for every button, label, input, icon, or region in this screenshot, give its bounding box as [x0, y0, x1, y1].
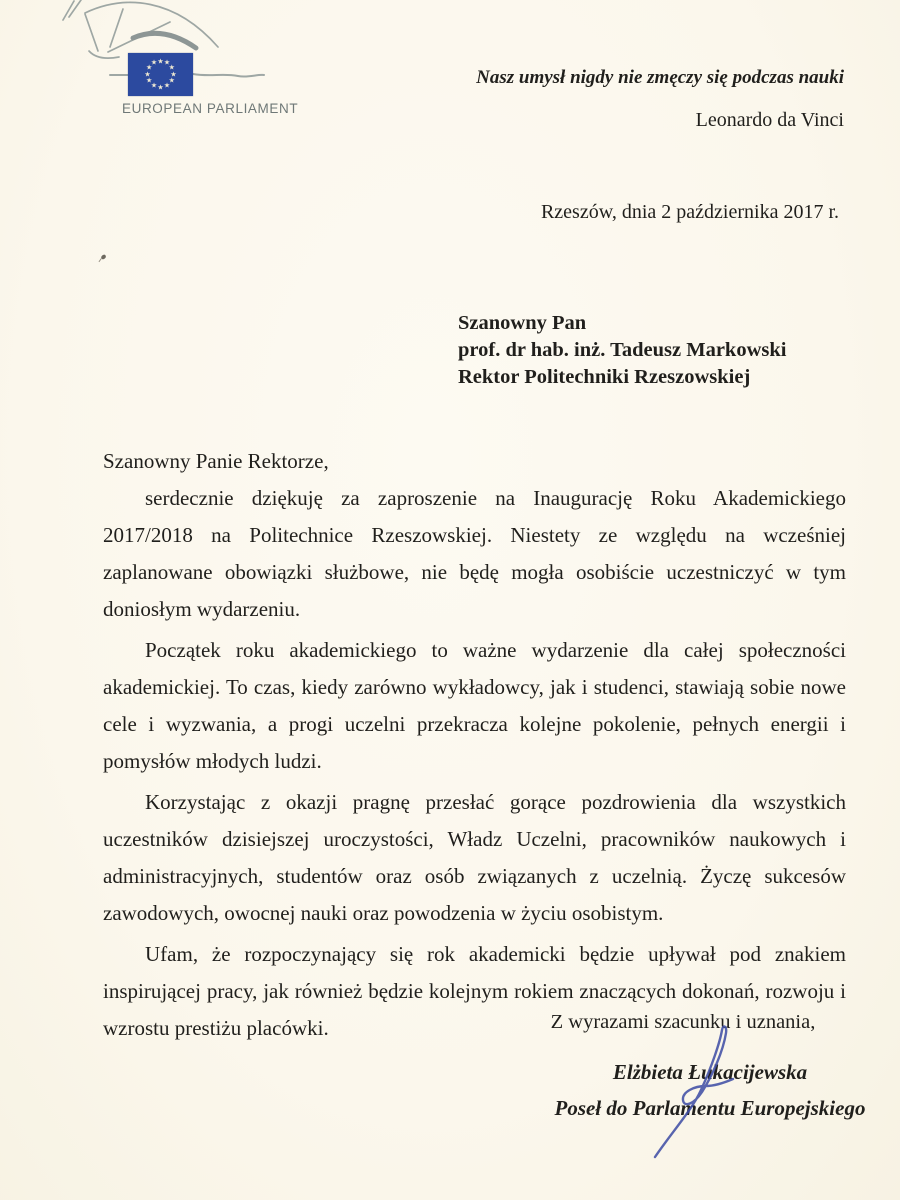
flag-star: ★: [163, 81, 171, 90]
valediction: Z wyrazami szacunku i uznania,: [550, 1011, 816, 1033]
signature-stroke: [655, 1026, 733, 1157]
motto-author: Leonardo da Vinci: [695, 109, 844, 131]
flag-star: ★: [150, 81, 158, 90]
flag-star: ★: [168, 63, 175, 72]
motto-text: Nasz umysł nigdy nie zmęczy się podczas nauki: [476, 67, 844, 88]
logo-institution-label: EUROPEAN PARLIAMENT: [122, 101, 299, 116]
flag-star: ★: [146, 76, 153, 85]
recipient-title: Rektor Politechniki Rzeszowskiej: [458, 366, 751, 388]
european-parliament-logo: [60, 0, 300, 130]
flag-star: ★: [170, 70, 177, 78]
flag-star: ★: [150, 58, 158, 67]
flag-star: ★: [168, 76, 175, 85]
flag-star: ★: [163, 58, 171, 67]
recipient-name: prof. dr hab. inż. Tadeusz Markowski: [458, 339, 787, 361]
recipient-block: [458, 310, 786, 391]
letter-paragraph: Początek roku akademickiego to ważne wydarzenie dla całej społeczności akademickiej. To czas, kiedy zarówno wykładowcy, jak i studenci, stawiają sobie nowe cele i wyzwania, a progi uczelni przekracza kolejne pokolenie, pełnych energii i pomysłów młodych ludzi.: [103, 638, 846, 773]
letter-paragraph: Korzystając z okazji pragnę przesłać gorące pozdrowienia dla wszystkich uczestników dzisiejszej uroczystości, Władz Uczelni, pracowników naukowych i administracyjnych, studentów oraz osób związanych z uczelnią. Życzę sukcesów zawodowych, owocnej nauki oraz powodzenia w życiu osobistym.: [103, 790, 846, 925]
flag-star: ★: [157, 83, 164, 91]
flag-star: ★: [157, 57, 164, 65]
signer-title: Poseł do Parlamentu Europejskiego: [554, 1096, 866, 1120]
scan-artifact: [100, 254, 106, 260]
flag-star: ★: [146, 63, 153, 72]
letter-body: [103, 443, 846, 1047]
dateline: Rzeszów, dnia 2 października 2017 r.: [540, 201, 839, 223]
letter-paragraph: Ufam, że rozpoczynający się rok akademicki będzie upływał pod znakiem inspirującej pracy, jak również będzie kolejnym rokiem znaczących dokonań, rozwoju i wzrostu prestiżu placówki.: [103, 942, 846, 1040]
eu-flag-icon: [128, 53, 193, 96]
letter-salutation: Szanowny Panie Rektorze,: [103, 449, 329, 473]
letter-paragraph: serdecznie dziękuję za zaproszenie na Inaugurację Roku Akademickiego 2017/2018 na Politechnice Rzeszowskiej. Niestety ze względu na wcześniej zaplanowane obowiązki służbowe, nie będę mogła osobiście uczestniczyć w tym doniosłym wydarzeniu.: [103, 486, 846, 621]
signer-name: Elżbieta Łukacijewska: [612, 1060, 808, 1084]
flag-star: ★: [144, 70, 151, 78]
recipient-salutation: Szanowny Pan: [458, 312, 587, 334]
handwritten-signature: [600, 1015, 800, 1200]
motto-block: [476, 67, 844, 132]
